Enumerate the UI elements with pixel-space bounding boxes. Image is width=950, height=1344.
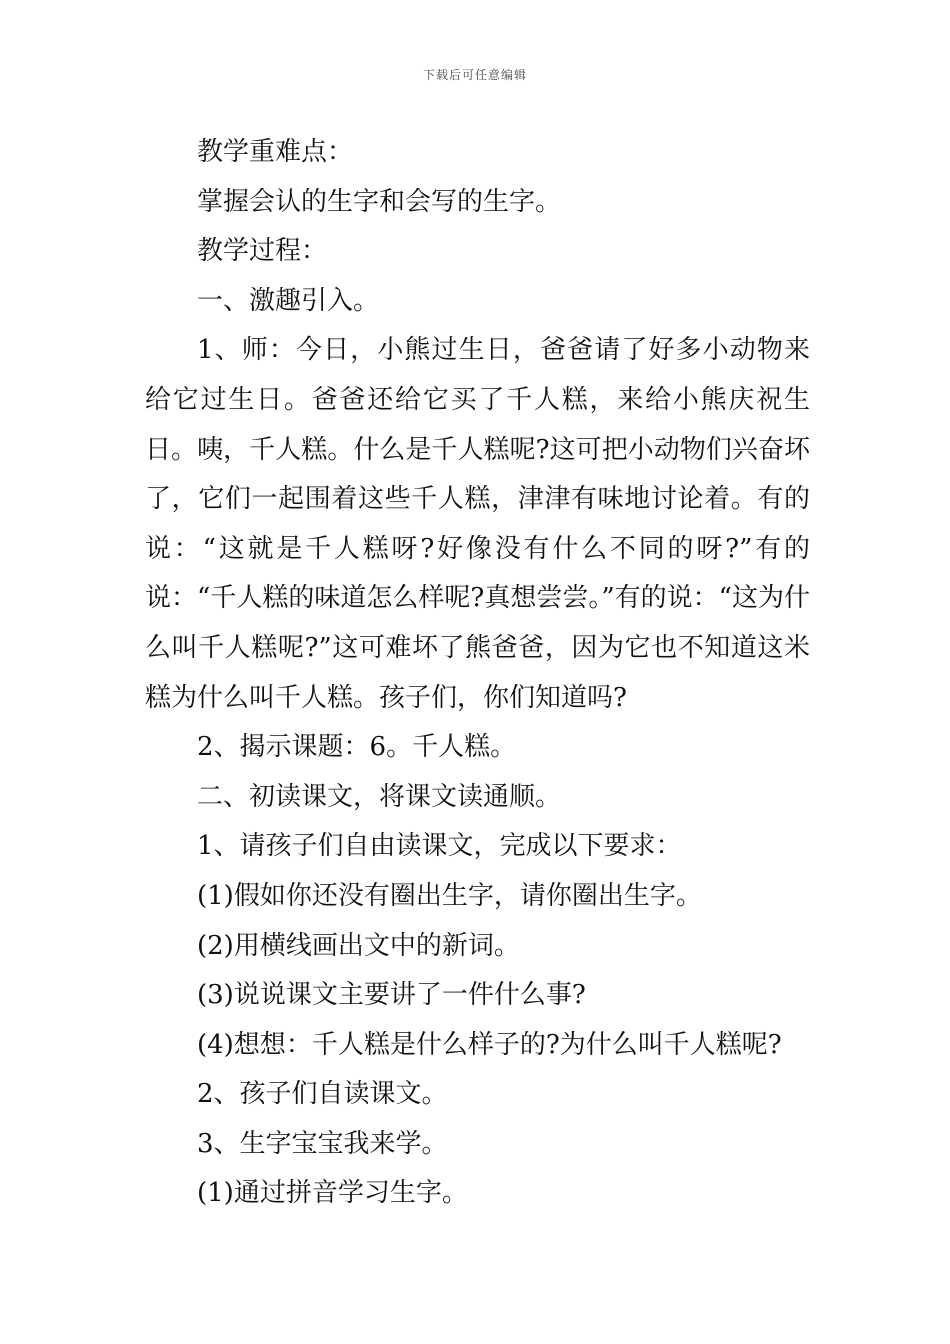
list-item-pinyin: (1)通过拼音学习生字。 xyxy=(197,1178,468,1209)
list-item-4: (4)想想：千人糕是什么样子的?为什么叫千人糕呢? xyxy=(197,1029,782,1060)
paragraph-self-reading: 2、孩子们自读课文。 xyxy=(197,1079,448,1110)
page-header-note: 下载后可任意编辑 xyxy=(422,68,527,82)
heading-key-points: 教学重难点： xyxy=(197,137,354,167)
paragraph-reveal-topic: 2、揭示课题：6。千人糕。 xyxy=(197,732,517,763)
paragraph-key-points-detail: 掌握会认的生字和会写的生字。 xyxy=(197,186,562,217)
list-item-2: (2)用横线画出文中的新词。 xyxy=(197,930,520,961)
list-item-3: (3)说说课文主要讲了一件什么事? xyxy=(197,980,586,1011)
list-item-1: (1)假如你还没有圈出生字，请你圈出生字。 xyxy=(197,880,702,911)
paragraph-story-intro: 1、师：今日，小熊过生日，爸爸请了好多小动物来给它过生日。爸爸还给它买了千人糕，来给小熊庆祝生日。咦，千人糕。什么是千人糕呢?这可把小动物们兴奋坏了，它们一起围着这些千人糕，津津有味地讨论着。有的说：“这就是千人糕呀?好像没有什么不同的呀?”有的说：“千人糕的味道怎么样呢?真想尝尝。”有的说：“这为什么叫千人糕呢?”这可难坏了熊爸爸，因为它也不知道这米糕为什么叫千人糕。孩子们，你们知道吗? xyxy=(145,335,810,713)
section-heading-1: 一、激趣引入。 xyxy=(197,285,380,316)
paragraph-learn-characters: 3、生字宝宝我来学。 xyxy=(197,1128,448,1159)
section-heading-2: 二、初读课文，将课文读通顺。 xyxy=(197,781,562,812)
paragraph-reading-task: 1、请孩子们自由读课文，完成以下要求： xyxy=(197,831,682,862)
document-body xyxy=(145,128,810,1219)
heading-teaching-process: 教学过程： xyxy=(197,236,328,267)
